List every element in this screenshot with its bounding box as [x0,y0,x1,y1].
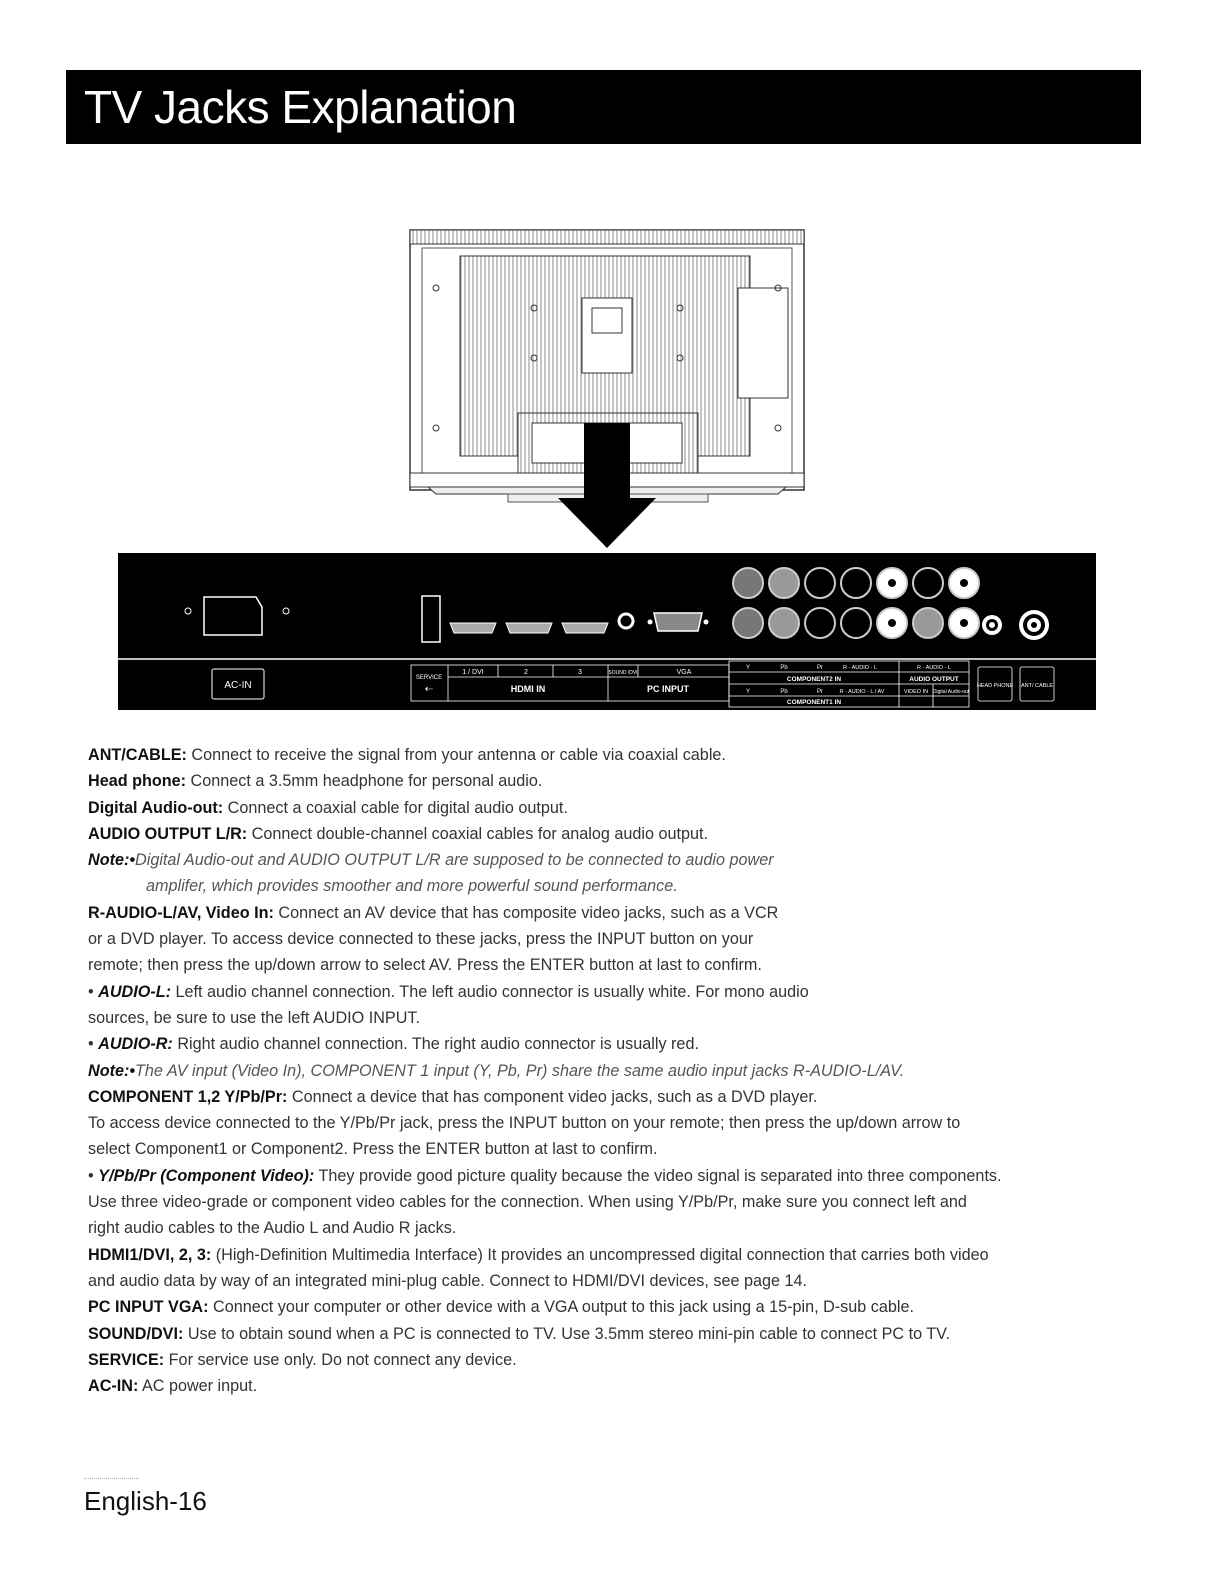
hdmi-in-label: HDMI IN [510,684,546,694]
audio-l-line-1: Left audio channel connection. The left audio connector is usually white. For mono audio [175,982,809,1001]
entry-ypbpr-line-3: right audio cables to the Audio L and Audio R jacks. [88,1219,457,1238]
entry-av [88,900,1168,926]
entry-ypbpr [88,1163,1168,1189]
note-2 [88,1058,1168,1084]
av-line-1: Connect an AV device that has composite video jacks, such as a VCR [278,903,779,922]
ypbpr-line-1: They provide good picture quality because the video signal is separated into three components. [318,1166,1002,1185]
hdmi-2-label: 2 [524,669,528,676]
entry-sound-dvi [88,1321,1168,1347]
entry-service [88,1347,1168,1373]
entry-component [88,1084,1168,1110]
entry-audio-output [88,821,1168,847]
pr-label-top: Pr [817,665,823,671]
bullet: • [88,982,94,1001]
av-term: R-AUDIO-L/AV, Video In: [88,903,274,922]
note-1-line-2: amplifer, which provides smoother and more powerful sound performance. [146,877,678,896]
usb-symbol: ⇠ [424,684,434,695]
entry-ant-cable [88,742,1168,768]
note-1-line-1: Digital Audio-out and AUDIO OUTPUT L/R are supposed to be connected to audio power [135,851,774,870]
bullet: • [88,1035,94,1054]
footer-rule [84,1478,139,1479]
component1-in-label: COMPONENT1 IN [786,699,842,706]
audio-r-term: AUDIO-R: [98,1035,173,1054]
entry-ypbpr-line-2: Use three video-grade or component video cables for the connection. When using Y/Pb/Pr, make sure you connect left and [88,1193,967,1212]
audio-l-term: AUDIO-L: [98,982,171,1001]
r-audio-l-output-label: R - AUDIO - L [917,665,951,671]
r-audio-l-label: R - AUDIO - L [843,665,877,671]
pb-label-bottom: Pb [780,689,788,695]
ant-cable-label: ANT/ CABLE [1020,683,1054,689]
component2-in-label: COMPONENT2 IN [786,676,842,683]
note-2-label: Note:• [88,1061,136,1080]
y-label-bottom: Y [745,689,751,695]
ypbpr-term: Y/Pb/Pr (Component Video): [98,1166,315,1185]
audio-output-term: AUDIO OUTPUT L/R: [88,824,248,843]
hdmi-3-label: 3 [578,669,582,676]
sound-dvi-jack [619,614,633,628]
pr-label-bottom: Pr [817,689,823,695]
title-bar [66,70,1141,144]
hdmi-line-1: (High-Definition Multimedia Interface) It provides an uncompressed digital connection that carries both video [215,1245,989,1264]
headphone-label: HEAD PHONE [976,683,1014,689]
sound-dvi-term: SOUND/DVI: [88,1324,184,1343]
entry-component-line-3: select Component1 or Component2. Press the ENTER button at last to confirm. [88,1140,658,1159]
headphone-jack [982,615,1002,635]
ac-in-label: AC-IN [224,680,252,691]
audio-output-text: Connect double-channel coaxial cables for analog audio output. [251,824,708,843]
audio-r-text: Right audio channel connection. The right audio connector is usually red. [177,1035,699,1054]
headphone-term: Head phone: [88,772,187,791]
digital-audio-text: Connect a coaxial cable for digital audio output. [227,798,568,817]
entry-hdmi [88,1242,1168,1268]
service-label: SERVICE [415,675,443,681]
vga-label: VGA [676,669,692,676]
note-1-label: Note:• [88,851,136,870]
video-in-label: VIDEO IN [903,689,929,695]
note-2-text: The AV input (Video In), COMPONENT 1 input (Y, Pb, Pr) share the same audio input jacks R-AUDIO-L/AV. [135,1061,905,1080]
vga-port [648,613,709,631]
ant-cable-text: Connect to receive the signal from your antenna or cable via coaxial cable. [191,746,726,764]
entry-pc-input [88,1294,1168,1320]
note-1 [88,847,1168,873]
ac-in-text: AC power input. [141,1377,258,1396]
entry-av-line-2: or a DVD player. To access device connected to these jacks, press the INPUT button on your [88,930,754,949]
pb-label-top: Pb [780,665,788,671]
page-title: TV Jacks Explanation [84,81,517,133]
r-audio-l-av-label: R - AUDIO - L / AV [839,689,885,695]
entry-av-line-3: remote; then press the up/down arrow to select AV. Press the ENTER button at last to confirm. [88,956,762,975]
headphone-text: Connect a 3.5mm headphone for personal audio. [190,772,543,791]
digital-audio-out-label: Digital Audio-out [932,689,970,695]
ant-cable-jack [1019,610,1049,640]
pc-input-label: PC INPUT [646,684,690,694]
ant-cable-term: ANT/CABLE: [88,746,187,764]
pc-input-text: Connect your computer or other device with a VGA output to this jack using a 15-pin, D-sub cable. [213,1298,914,1317]
tv-rear-illustration [408,228,808,553]
entry-digital-audio-out [88,795,1168,821]
digital-audio-term: Digital Audio-out: [88,798,224,817]
pc-input-term: PC INPUT VGA: [88,1298,209,1317]
audio-output-label: AUDIO OUTPUT [909,676,959,683]
ac-in-term: AC-IN: [88,1377,139,1396]
sound-dvi-text: Use to obtain sound when a PC is connected to TV. Use 3.5mm stereo mini-pin cable to connect PC to TV. [187,1324,950,1343]
y-label-top: Y [745,665,751,671]
page-number: English-16 [84,1486,207,1516]
entry-headphone [88,768,1168,794]
service-term: SERVICE: [88,1350,165,1369]
entry-audio-r [88,1031,1168,1057]
hdmi-term: HDMI1/DVI, 2, 3: [88,1245,212,1264]
entry-component-line-2: To access device connected to the Y/Pb/Pr jack, press the INPUT button on your remote; then press the up/down arrow to [88,1114,961,1133]
component-line-1: Connect a device that has component video jacks, such as a DVD player. [291,1087,818,1106]
sound-dvi-label: SOUND /DVI [608,670,638,676]
hdmi-ports [450,623,608,633]
entry-hdmi-line-2: and audio data by way of an integrated mini-plug cable. Connect to HDMI/DVI devices, see page 14. [88,1271,807,1290]
entry-audio-l-line-2: sources, be sure to use the left AUDIO INPUT. [88,1008,420,1027]
entry-ac-in [88,1373,1168,1399]
component-term: COMPONENT 1,2 Y/Pb/Pr: [88,1087,288,1106]
bullet: • [88,1166,94,1185]
jacks-description [88,742,1168,1399]
service-text: For service use only. Do not connect any device. [168,1350,517,1369]
note-1-cont [88,873,1168,899]
hdmi-1-label: 1 / DVI [462,669,484,676]
jack-panel-illustration [118,553,1098,711]
entry-audio-l [88,979,1168,1005]
